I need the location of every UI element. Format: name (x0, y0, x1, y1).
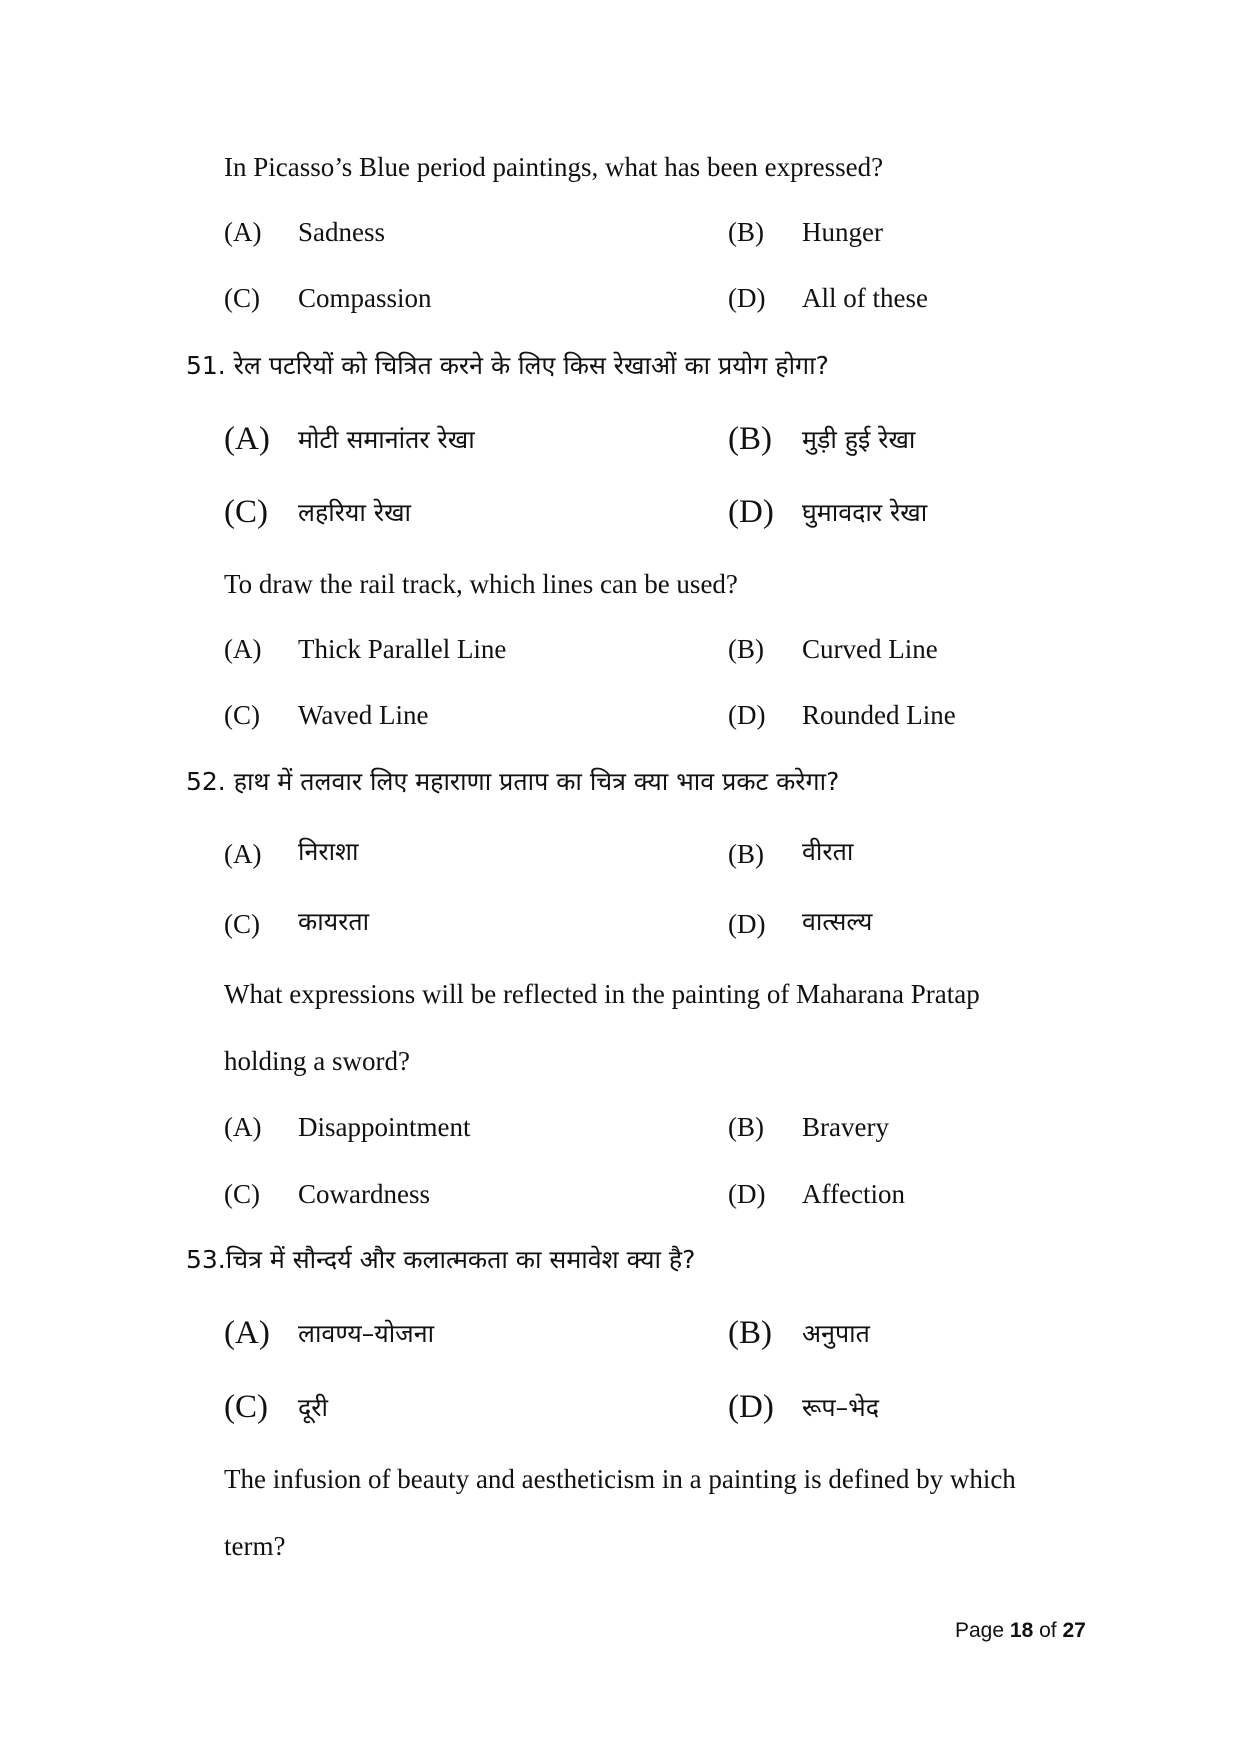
option-label: (B) (728, 421, 772, 457)
option-label: (A) (224, 217, 262, 247)
of-word: of (1039, 1619, 1057, 1642)
option-label: (C) (224, 909, 260, 939)
option-label: (B) (728, 1315, 772, 1351)
option-text: Rounded Line (802, 700, 956, 730)
option-text: लहरिया रेखा (298, 498, 411, 527)
option-text: Disappointment (298, 1112, 471, 1142)
q52-question-hi: 52. हाथ में तलवार लिए महाराणा प्रताप का चित्र क्या भाव प्रकट करेगा? (186, 767, 840, 796)
option-label: (B) (728, 217, 764, 247)
option-label: (A) (224, 839, 262, 869)
option-label: (D) (728, 1389, 774, 1425)
q53-question-en-line2: term? (224, 1531, 286, 1561)
option-label: (C) (224, 494, 268, 530)
q51-question-en: To draw the rail track, which lines can be used? (224, 569, 738, 599)
option-label: (C) (224, 1389, 268, 1425)
option-label: (A) (224, 634, 262, 664)
q51-question-hi: 51. रेल पटरियों को चित्रित करने के लिए किस रेखाओं का प्रयोग होगा? (186, 351, 829, 380)
option-label: (C) (224, 1179, 260, 1209)
option-text: वीरता (802, 837, 854, 866)
q50-question-en: In Picasso’s Blue period paintings, what has been expressed? (224, 152, 884, 182)
option-text: मुड़ी हुई रेखा (802, 425, 916, 454)
page-number-footer (955, 1617, 1086, 1645)
option-text: अनुपात (802, 1319, 870, 1348)
option-text: Compassion (298, 283, 432, 313)
option-text: Sadness (298, 217, 385, 247)
q52-question-en-line2: holding a sword? (224, 1046, 410, 1076)
option-label: (D) (728, 1179, 766, 1209)
option-text: निराशा (298, 837, 359, 866)
option-label: (B) (728, 634, 764, 664)
option-text: लावण्य–योजना (298, 1319, 435, 1348)
option-label: (C) (224, 700, 260, 730)
option-label: (D) (728, 494, 774, 530)
option-label: (D) (728, 909, 766, 939)
option-label: (D) (728, 700, 766, 730)
option-text: Bravery (802, 1112, 889, 1142)
option-text: Cowardness (298, 1179, 430, 1209)
option-text: Waved Line (298, 700, 429, 730)
q53-question-en-line1: The infusion of beauty and aestheticism in a painting is defined by which (224, 1464, 1016, 1494)
option-label: (D) (728, 283, 766, 313)
option-label: (B) (728, 1112, 764, 1142)
option-label: (B) (728, 839, 764, 869)
option-text: Affection (802, 1179, 905, 1209)
option-label: (A) (224, 1112, 262, 1142)
option-label: (A) (224, 421, 270, 457)
q52-question-en-line1: What expressions will be reflected in the painting of Maharana Pratap (224, 979, 980, 1009)
option-label: (A) (224, 1315, 270, 1351)
option-text: घुमावदार रेखा (802, 498, 928, 527)
option-text: मोटी समानांतर रेखा (298, 425, 475, 454)
option-text: Curved Line (802, 634, 938, 664)
option-text: Thick Parallel Line (298, 634, 507, 664)
option-text: All of these (802, 283, 928, 313)
option-label: (C) (224, 283, 260, 313)
option-text: कायरता (298, 907, 370, 936)
option-text: वात्सल्य (802, 907, 873, 936)
q53-question-hi: 53.चित्र में सौन्दर्य और कलात्मकता का समावेश क्या है? (186, 1245, 696, 1274)
option-text: रूप–भेद (802, 1393, 879, 1422)
page-word: Page (955, 1619, 1005, 1642)
option-text: Hunger (802, 217, 883, 247)
total-pages-number: 27 (1062, 1619, 1086, 1642)
option-text: दूरी (298, 1393, 328, 1422)
current-page-number: 18 (1009, 1619, 1034, 1642)
